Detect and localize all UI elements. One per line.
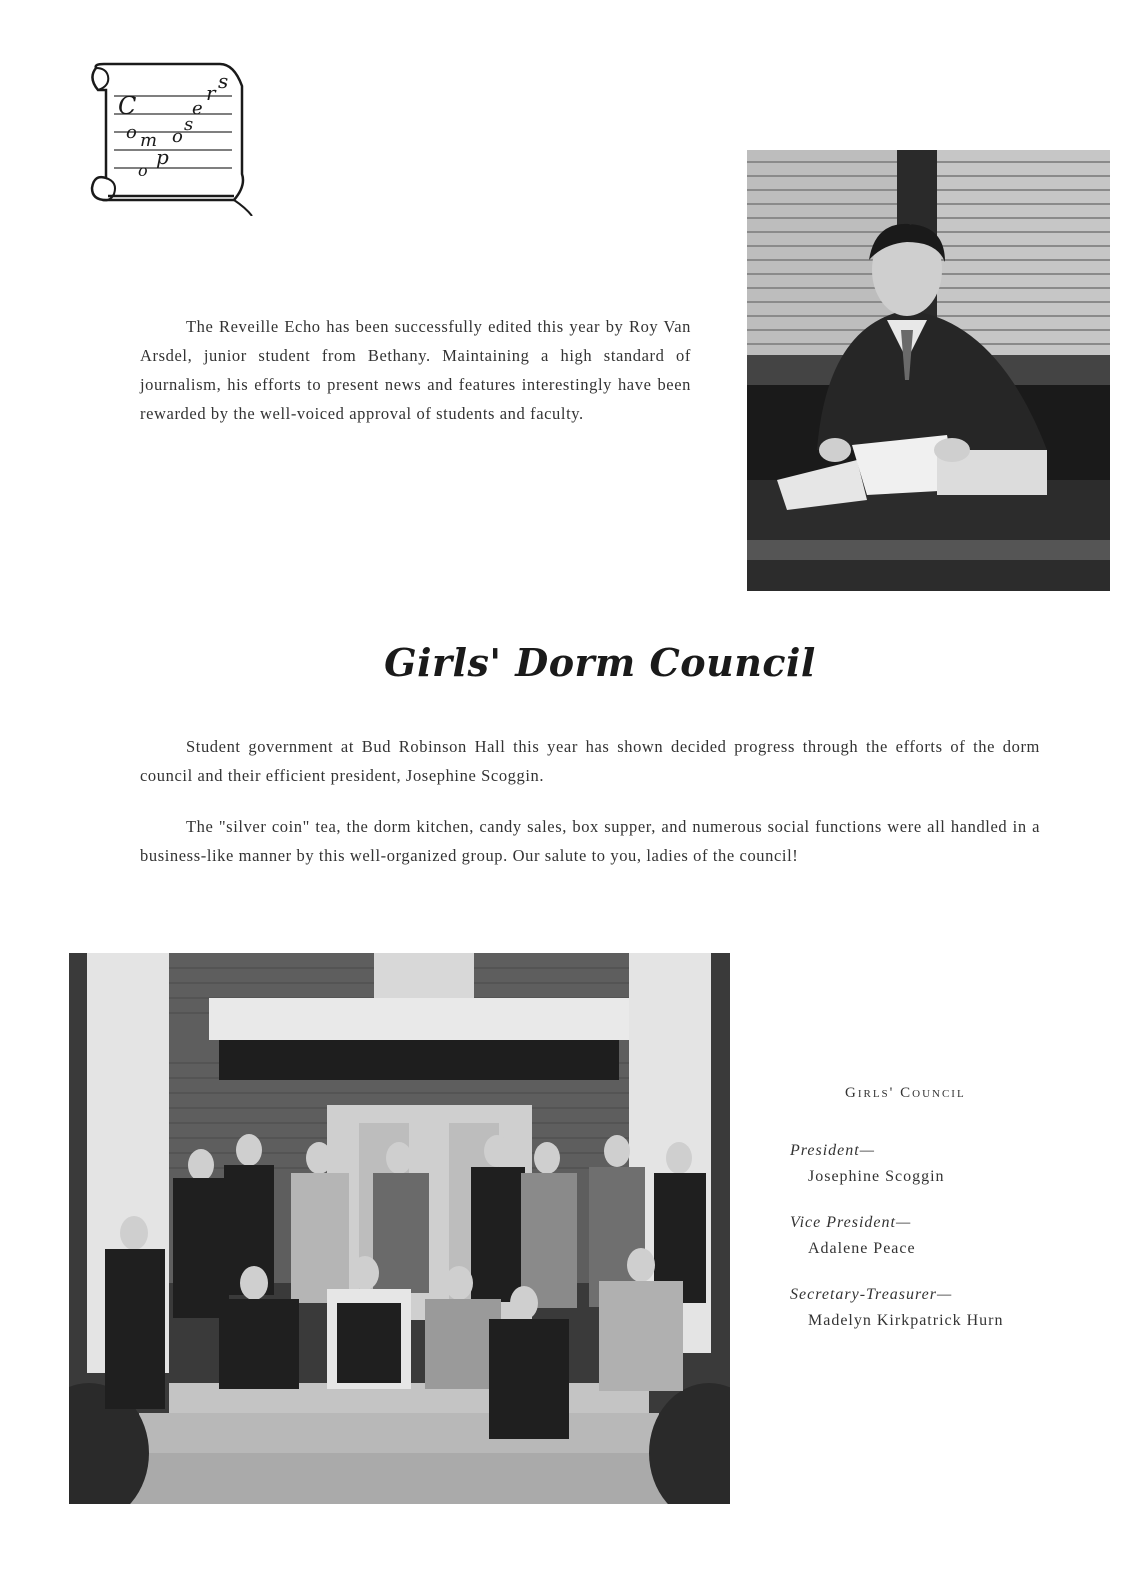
svg-text:o: o xyxy=(172,126,183,147)
svg-text:p: p xyxy=(156,145,169,169)
svg-text:m: m xyxy=(140,130,158,151)
editor-paragraph: The Reveille Echo has been successfully edited this year by Roy Van Arsdel, junior student from Bethany. Maintaining a high standard of journalism, his efforts to present news and features interestingly have been rewarded by the well-voiced approval of students and faculty. xyxy=(140,317,691,423)
svg-text:o: o xyxy=(138,161,148,180)
vice-president-role-label: Vice President— xyxy=(790,1214,912,1231)
svg-text:r: r xyxy=(206,81,216,105)
editor-photo xyxy=(747,150,1110,591)
council-paragraph-1: Student government at Bud Robinson Hall this year has shown decided progress through the efforts of the dorm council and their efficient president, Josephine Scoggin. xyxy=(140,737,1040,785)
officers-heading: Girls' Council xyxy=(845,1085,966,1101)
section-title: Girls' Dorm Council xyxy=(384,640,816,685)
svg-text:C: C xyxy=(118,92,137,120)
svg-text:e: e xyxy=(192,98,203,119)
council-paragraph-2: The "silver coin" tea, the dorm kitchen, candy sales, box supper, and numerous social functions were all handled in a business-like manner by this well-organized group. Our salute to you, ladies of the council! xyxy=(140,817,1040,865)
vice-president-name: Adalene Peace xyxy=(808,1240,916,1257)
president-role-label: President— xyxy=(790,1142,875,1159)
president-name: Josephine Scoggin xyxy=(808,1168,945,1185)
secretary-treasurer-role-label: Secretary-Treasurer— xyxy=(790,1286,953,1303)
svg-text:s: s xyxy=(184,114,194,135)
girls-council-group-photo xyxy=(69,953,730,1504)
composers-scroll-logo xyxy=(84,56,254,216)
svg-text:s: s xyxy=(218,69,229,93)
svg-text:o: o xyxy=(126,122,137,143)
secretary-treasurer-name: Madelyn Kirkpatrick Hurn xyxy=(808,1312,1004,1329)
